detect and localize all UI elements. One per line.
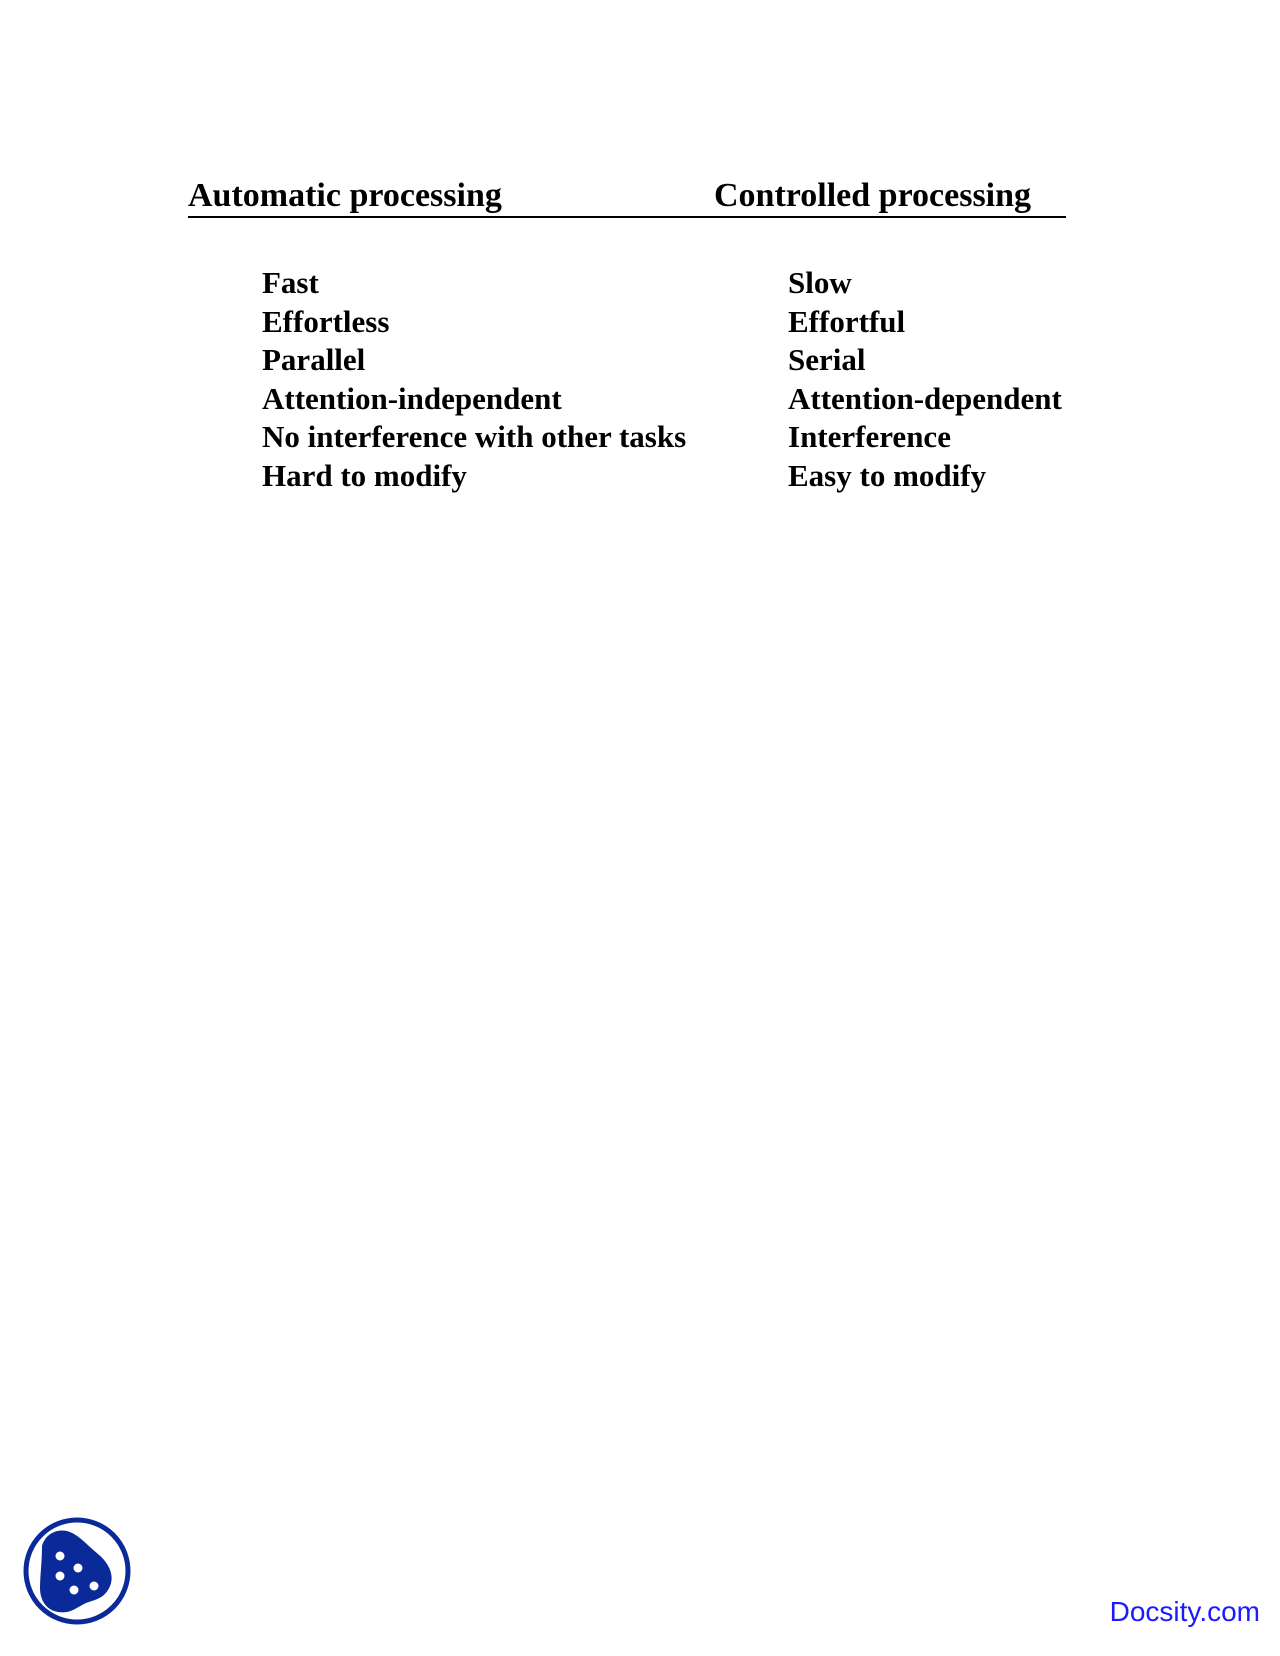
- automatic-trait: Fast: [262, 265, 319, 300]
- automatic-trait: Hard to modify: [262, 457, 467, 493]
- controlled-processing-heading: Controlled processing: [714, 177, 1032, 214]
- controlled-trait: Easy to modify: [788, 457, 987, 493]
- comparison-row: [262, 264, 1122, 303]
- automatic-trait: Effortless: [262, 303, 390, 339]
- docsity-link[interactable]: Docsity.com: [1109, 1596, 1260, 1627]
- automatic-processing-heading: Automatic processing: [188, 177, 502, 214]
- docsity-logo-icon[interactable]: [22, 1516, 132, 1626]
- comparison-list: [262, 264, 1122, 495]
- comparison-row: [262, 418, 1122, 457]
- controlled-trait: Attention-dependent: [788, 380, 1062, 416]
- docsity-logo-graphic: [22, 1516, 132, 1626]
- comparison-row: [262, 457, 1122, 496]
- automatic-trait: No interference with other tasks: [262, 419, 687, 454]
- controlled-trait: Serial: [788, 342, 866, 377]
- comparison-header: [188, 176, 1066, 218]
- comparison-row: [262, 303, 1122, 342]
- controlled-trait: Interference: [788, 419, 951, 454]
- comparison-row: [262, 341, 1122, 380]
- automatic-trait: Attention-independent: [262, 380, 562, 416]
- controlled-trait: Effortful: [788, 303, 906, 339]
- automatic-trait: Parallel: [262, 342, 366, 377]
- controlled-trait: Slow: [788, 265, 852, 300]
- comparison-row: [262, 380, 1122, 419]
